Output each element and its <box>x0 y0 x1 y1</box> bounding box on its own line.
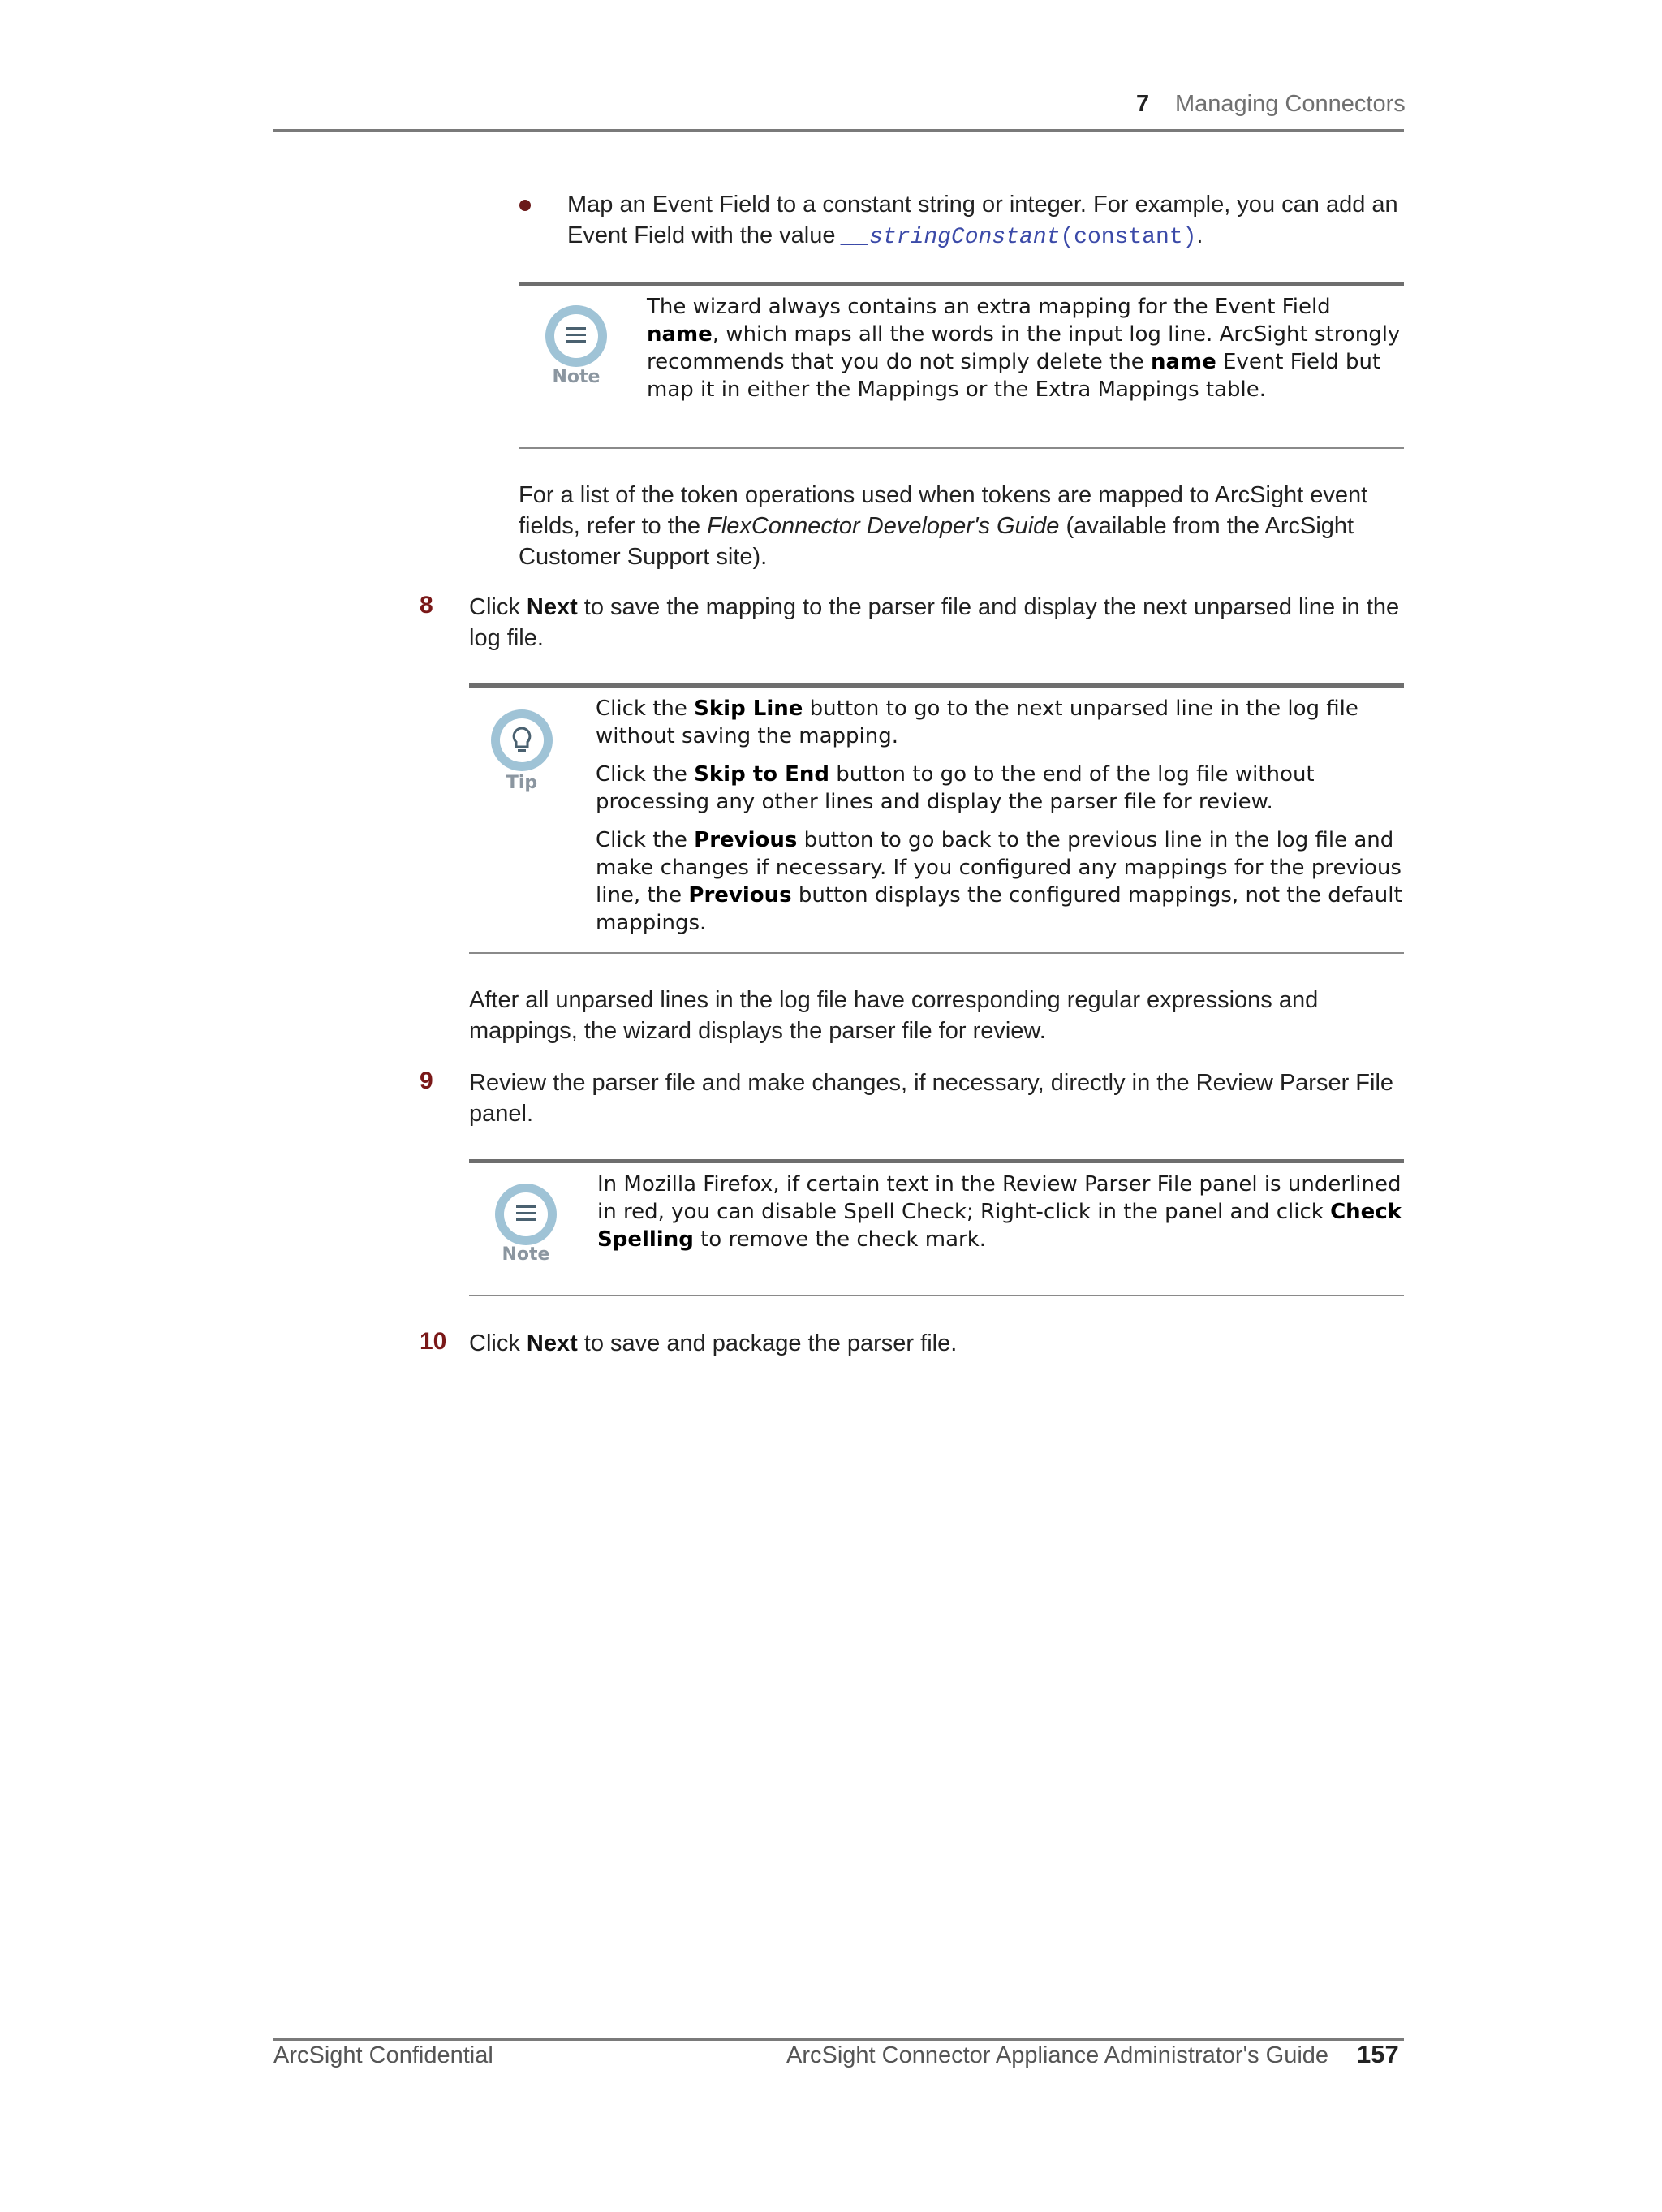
step-9-text: Review the parser file and make changes, if necessary, directly in the Review Parser File panel. <box>469 1070 1394 1127</box>
tip-box-top-rule <box>469 683 1404 688</box>
token-ops-paragraph: For a list of the token operations used when tokens are mapped to ArcSight event fields, refer to the FlexConnector Developer's Guide (available from the ArcSight Customer Support site). <box>519 482 1368 570</box>
step-number: 8 <box>420 592 433 619</box>
note-icon-label: Note <box>552 367 601 387</box>
note-box-top-rule <box>469 1159 1404 1163</box>
step-8-text: Click Next to save the mapping to the parser file and display the next unparsed line in the log file. <box>469 594 1400 651</box>
bullet-text: Map an Event Field to a constant string or integer. For example, you can add an Event Field with the value <box>567 192 1398 248</box>
note-box-bottom-rule <box>519 447 1404 449</box>
note-icon <box>490 1182 563 1251</box>
footer-rule <box>273 2038 1404 2041</box>
guide-title-link: FlexConnector Developer's Guide <box>707 513 1060 539</box>
tip-box-bottom-rule <box>469 952 1404 954</box>
footer-guide-title: ArcSight Connector Appliance Administrator's Guide <box>786 2042 1329 2068</box>
note-box-top-rule <box>519 282 1404 286</box>
code-arg: (constant) <box>1060 225 1197 250</box>
note-icon-label: Note <box>502 1244 550 1265</box>
code-snippet <box>842 225 1197 250</box>
after-paragraph: After all unparsed lines in the log file have corresponding regular expressions and mappings, the wizard displays the parser file for review. <box>469 987 1319 1044</box>
note-box-bottom-rule <box>469 1295 1404 1296</box>
note-1-text: The wizard always contains an extra mapping for the Event Field name, which maps all the words in the input log line. ArcSight strongly recommends that you do not simply delete the name Event Field but map it in either the Mappings or the Extra Mappings table. <box>647 295 1401 402</box>
code-func: __stringConstant <box>842 225 1061 250</box>
note-icon <box>540 304 614 373</box>
tip-paragraph: Click the Skip Line button to go to the next unparsed line in the log file without saving the mapping. <box>596 696 1358 748</box>
tip-text <box>596 695 1403 947</box>
step-number: 9 <box>420 1067 433 1094</box>
page-number: 157 <box>1357 2040 1399 2068</box>
step-number: 10 <box>420 1328 447 1355</box>
bullet-item <box>567 189 1411 253</box>
lightbulb-icon <box>486 708 559 777</box>
tip-paragraph: Click the Previous button to go back to the previous line in the log file and make changes if necessary. If you configured any mappings for the previous line, the Previous button displays the configured mappings, not the default mappings. <box>596 828 1402 935</box>
header-rule <box>273 129 1404 132</box>
chapter-number: 7 <box>1136 91 1150 117</box>
footer-confidential: ArcSight Confidential <box>273 2042 493 2068</box>
tip-paragraph: Click the Skip to End button to go to the end of the log file without processing any other lines and display the parser file for review. <box>596 762 1315 814</box>
note-2-text: In Mozilla Firefox, if certain text in the Review Parser File panel is underlined in red, you can disable Spell Check; Right-click in the panel and click Check Spelling to remove the check mark. <box>597 1172 1402 1252</box>
chapter-title: Managing Connectors <box>1175 91 1406 117</box>
tip-icon-label: Tip <box>506 773 538 793</box>
step-10-text: Click Next to save and package the parser file. <box>469 1330 958 1356</box>
bullet-dot <box>519 200 531 211</box>
bullet-text-end: . <box>1196 222 1203 248</box>
